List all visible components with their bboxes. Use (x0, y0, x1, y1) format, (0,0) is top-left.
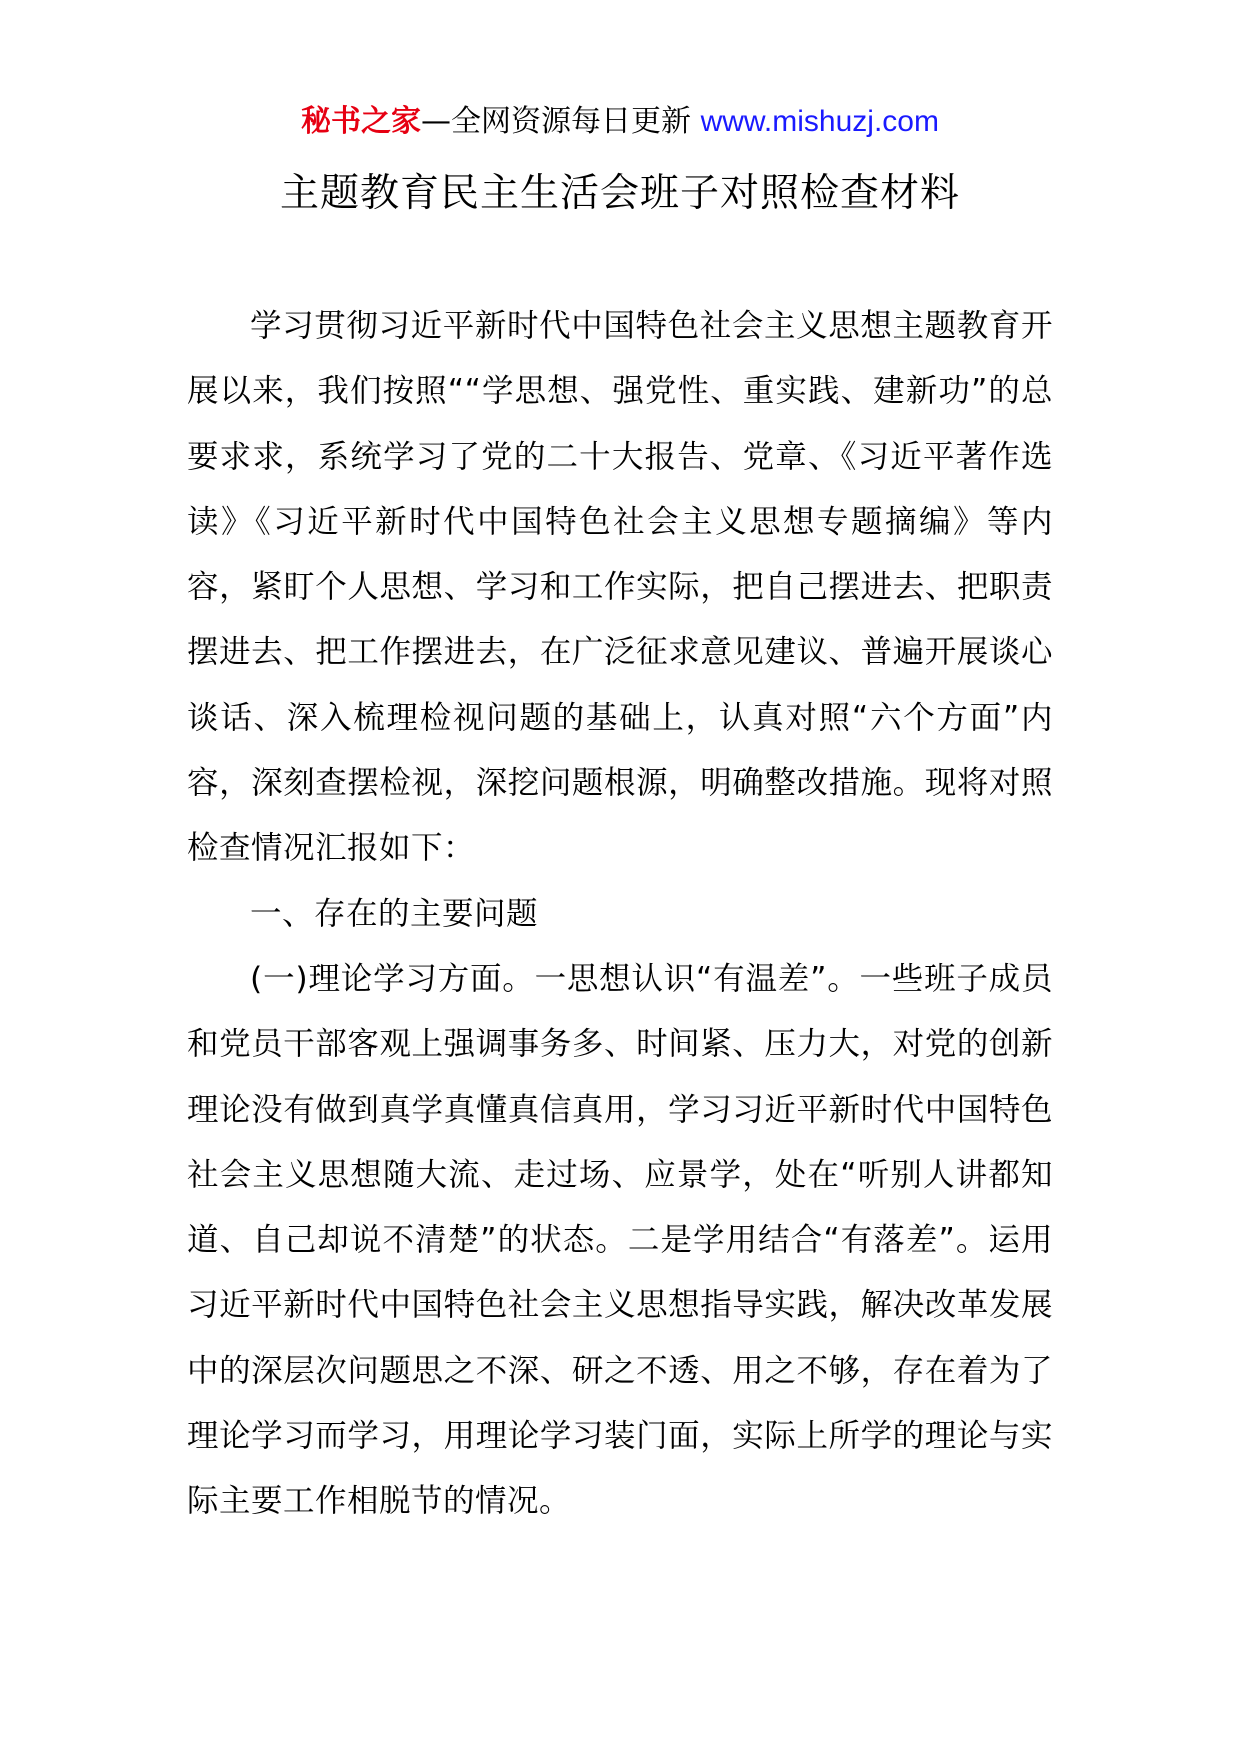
brand-name: 秘书之家 (301, 104, 422, 139)
header-tagline: —全网资源每日更新 (421, 104, 692, 139)
intro-paragraph: 学习贯彻习近平新时代中国特色社会主义思想主题教育开展以来，我们按照““学思想、强党性、重实践、建新功”的总要求求，系统学习了党的二十大报告、党章、《习近平著作选读》《习近平新时代中国特色社会主义思想专题摘编》等内容，紧盯个人思想、学习和工作实际，把自己摆进去、把职责摆进去、把工作摆进去，在广泛征求意见建议、普遍开展谈心谈话、深入梳理检视问题的基础上，认真对照“六个方面”内容，深刻查摆检视，深挖问题根源，明确整改措施。现将对照检查情况汇报如下： (187, 308, 1053, 867)
document-title: 主题教育民主生活会班子对照检查材料 (279, 171, 960, 216)
document-body (187, 294, 1053, 1535)
section-heading: 一、存在的主要问题 (250, 895, 539, 932)
theory-study-paragraph: (一)理论学习方面。一思想认识“有温差”。一些班子成员和党员干部客观上强调事务多、时间紧、压力大，对党的创新理论没有做到真学真懂真信真用，学习习近平新时代中国特色社会主义思想随大流、走过场、应景学，处在“听别人讲都知道、自己却说不清楚”的状态。二是学用结合“有落差”。运用习近平新时代中国特色社会主义思想指导实践，解决改革发展中的深层次问题思之不深、研之不透、用之不够，存在着为了理论学习而学习，用理论学习装门面，实际上所学的理论与实际主要工作相脱节的情况。 (187, 960, 1053, 1520)
site-url-link[interactable]: www.mishuzj.com (700, 105, 939, 138)
site-header (0, 100, 1240, 144)
